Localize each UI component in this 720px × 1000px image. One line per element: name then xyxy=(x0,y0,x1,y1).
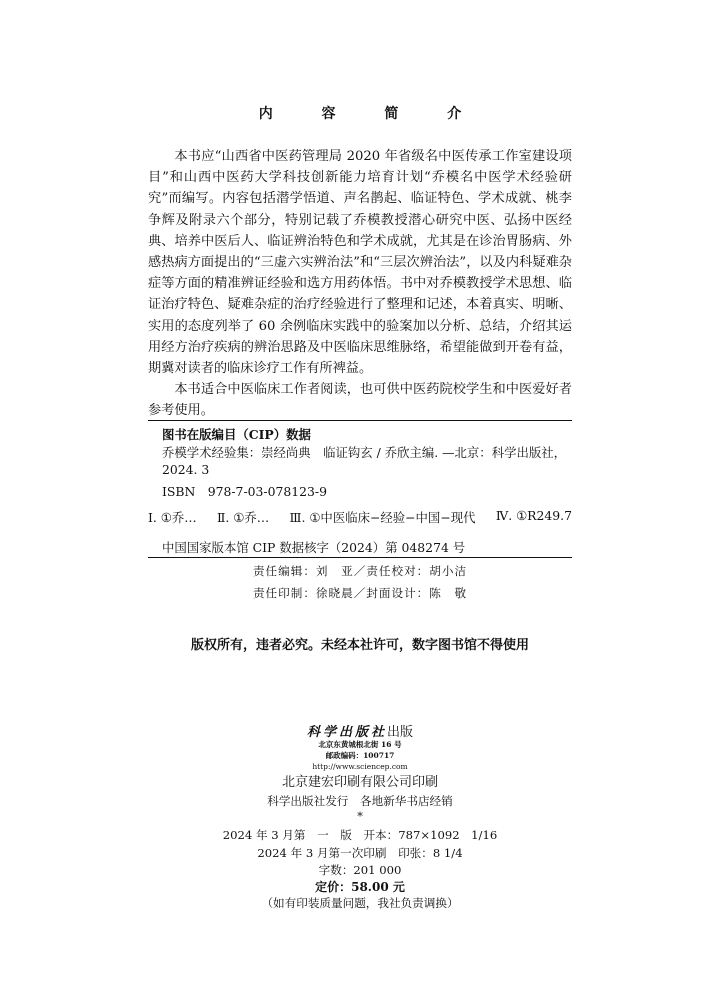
printer-line: 北京建宏印刷有限公司印刷 xyxy=(281,775,438,790)
copyright-notice: 版权所有，违者必究。未经本社许可，数字图书馆不得使用 xyxy=(190,638,529,653)
cip-block xyxy=(148,420,572,560)
cip-heading: 图书在版编目（CIP）数据 xyxy=(162,427,311,442)
separator-star: * xyxy=(357,809,363,823)
publisher-address: 北京东黄城根北街 16 号 xyxy=(318,740,402,749)
publisher-logo: 科学出版社 xyxy=(306,725,387,740)
publisher-postcode: 邮政编码：100717 xyxy=(325,751,395,760)
word-count: 字数：201 000 xyxy=(318,863,402,877)
publisher-url: http://www.sciencep.com xyxy=(312,762,408,771)
publisher-brand xyxy=(0,721,720,740)
edition-line: 2024 年 3 月第 一 版 开本：787×1092 1/16 xyxy=(222,828,498,842)
cip-book-line: 乔模学术经验集：崇经尚典 临证钩玄 / 乔欣主编. —北京：科学出版社，2024. 3 xyxy=(162,445,567,477)
summary-paragraph-1: 本书应“山西省中医药管理局 2020 年省级名中医传承工作室建设项目”和山西中医药大学科技创新能力培育计划“乔模名中医学术经验研究”而编写。内容包括潜学悟道、声名鹊起、临证特色、学术成就、桃李争辉及附录六个部分，特别记载了乔模教授潜心研究中医、弘扬中医经典、培养中医后人、临证辨治特色和学术成就，尤其是在诊治胃肠病、外感热病方面提出的“三虚六实辨治法”和“三层次辨治法”，以及内科疑难杂症等方面的精准辨证经验和选方用药体悟。书中对乔模教授学术思想、临证治疗特色、疑难杂症的治疗经验进行了整理和记述，本着真实、明晰、实用的态度列举了 60 余例临床实践中的验案加以分析、总结，介绍其运用经方治疗疾病的辨治思路及中医临床思维脉络，希望能做到开卷有益，期冀对读者的临床诊疗工作有所裨益。 xyxy=(148,149,572,377)
cip-class-1: Ⅰ. ①乔… xyxy=(148,510,197,525)
editors-line-1: 责任编辑：刘 亚／责任校对：胡小洁 xyxy=(252,564,468,578)
distribution-line: 科学出版社发行 各地新华书店经销 xyxy=(267,794,453,808)
cip-bottom-rule xyxy=(148,557,572,558)
cip-isbn: ISBN 978-7-03-078123-9 xyxy=(162,484,327,499)
content-summary xyxy=(148,146,572,422)
cip-classification xyxy=(148,508,572,526)
cip-class-4: Ⅳ. ①R249.7 xyxy=(495,508,572,523)
page-title: 内 容 简 介 xyxy=(258,106,484,122)
cip-verification: 中国国家版本馆 CIP 数据核字（2024）第 048274 号 xyxy=(162,540,466,555)
editors-line-2: 责任印制：徐晓晨／封面设计：陈 敬 xyxy=(252,586,468,600)
cip-class-2: Ⅱ. ①乔… xyxy=(216,510,270,525)
summary-paragraph-2: 本书适合中医临床工作者阅读，也可供中医药院校学生和中医爱好者参考使用。 xyxy=(148,382,572,419)
cip-class-3: Ⅲ. ①中医临床−经验−中国−现代 xyxy=(289,510,476,525)
return-note: （如有印装质量问题，我社负责调换） xyxy=(261,896,459,910)
printing-line: 2024 年 3 月第一次印刷 印张：8 1/4 xyxy=(257,846,463,860)
publisher-brand-suffix: 出版 xyxy=(387,725,414,740)
price: 定价：58.00 元 xyxy=(315,880,405,894)
